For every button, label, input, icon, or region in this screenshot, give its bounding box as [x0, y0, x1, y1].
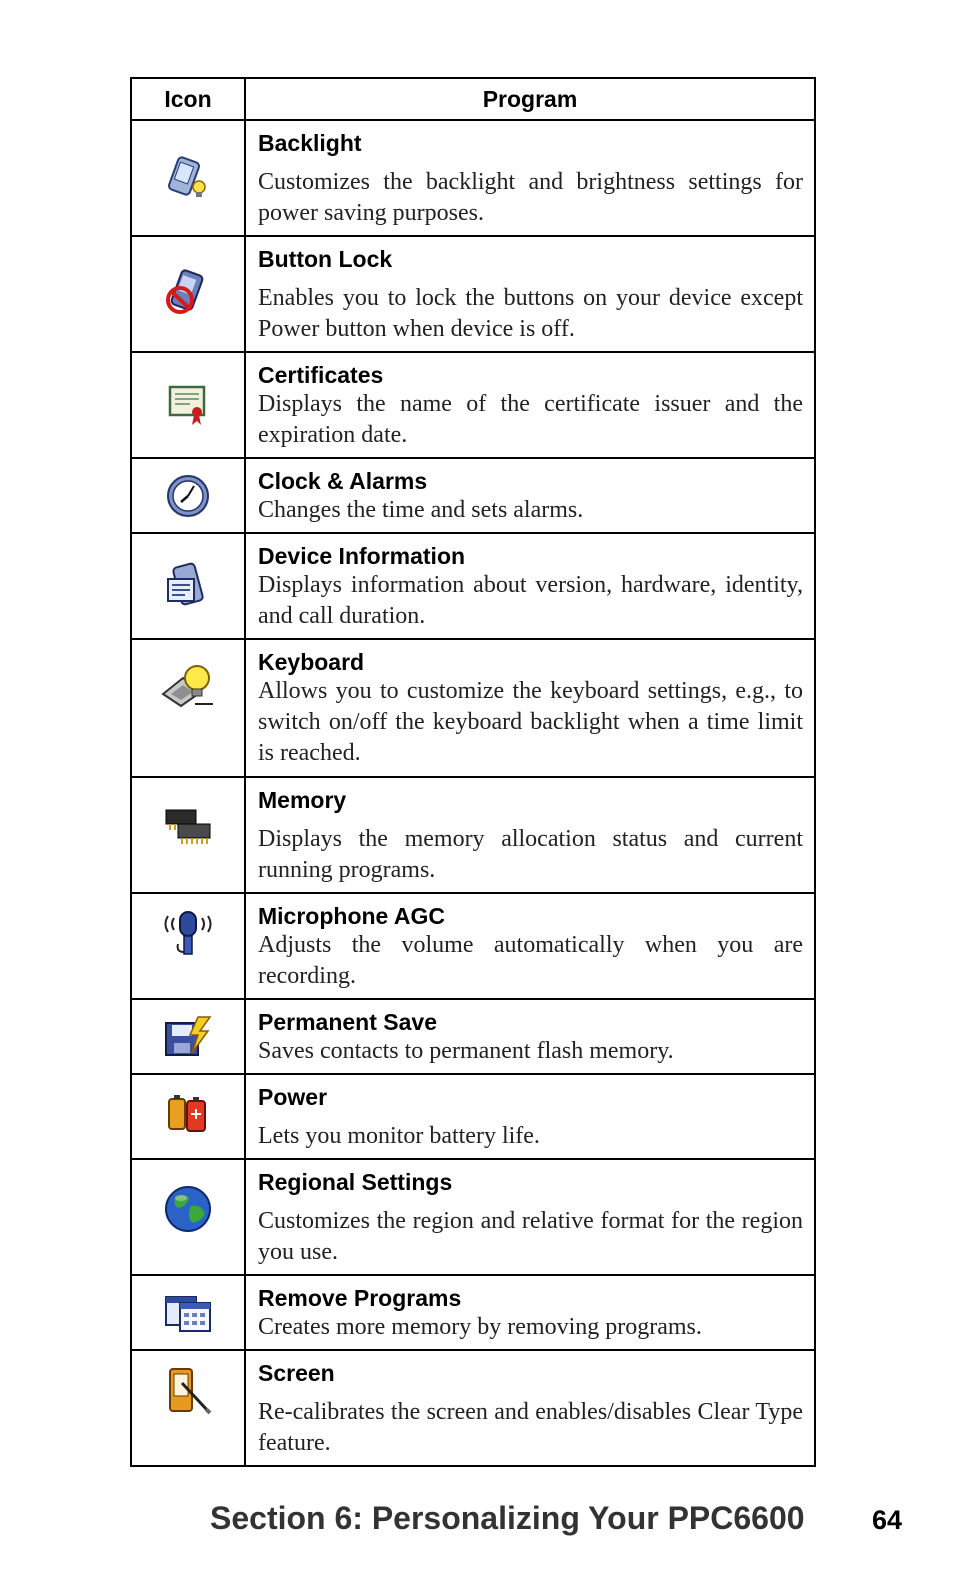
- program-name: Backlight: [258, 130, 362, 156]
- memory-icon: [162, 804, 214, 848]
- page-number: 64: [872, 1505, 903, 1535]
- program-description: Allows you to customize the keyboard settings, e.g., to switch on/off the keyboard backlight when a time limit is reached.: [258, 678, 803, 766]
- microphone-icon: [162, 908, 214, 960]
- program-name: Memory: [258, 787, 347, 813]
- program-name: Screen: [258, 1360, 335, 1386]
- program-description: Saves contacts to permanent flash memory.: [258, 1038, 674, 1064]
- program-name: Regional Settings: [258, 1169, 453, 1195]
- program-name: Certificates: [258, 362, 384, 388]
- program-name: Clock & Alarms: [258, 468, 428, 494]
- program-description: Customizes the backlight and brightness settings for power saving purposes.: [258, 169, 803, 226]
- program-name: Microphone AGC: [258, 903, 445, 929]
- table-row: [131, 999, 815, 1074]
- program-description: Displays the memory allocation status and current running programs.: [258, 826, 803, 883]
- table-row: [131, 777, 815, 893]
- certificates-icon: [164, 381, 212, 429]
- program-description: Displays the name of the certificate issuer and the expiration date.: [258, 391, 803, 448]
- backlight-icon: [163, 153, 213, 203]
- globe-icon: [163, 1184, 213, 1234]
- table-row: [131, 639, 815, 777]
- program-name: Remove Programs: [258, 1285, 462, 1311]
- program-description: Enables you to lock the buttons on your device except Power button when device is off.: [258, 285, 803, 342]
- program-description: Changes the time and sets alarms.: [258, 497, 584, 523]
- keyboard-icon: [161, 660, 215, 710]
- program-description: Adjusts the volume automatically when you are recording.: [258, 932, 803, 989]
- program-description: Creates more memory by removing programs.: [258, 1314, 702, 1340]
- device-information-icon: [163, 561, 213, 611]
- table-row: [131, 893, 815, 999]
- table-row: [131, 533, 815, 639]
- program-description: Displays information about version, hardware, identity, and call duration.: [258, 572, 803, 629]
- table-row: [131, 1350, 815, 1466]
- table-row: [131, 120, 815, 236]
- program-name: Button Lock: [258, 246, 393, 272]
- icon-column-header: Icon: [131, 78, 245, 120]
- program-description: Customizes the region and relative format for the region you use.: [258, 1208, 803, 1265]
- table-row: [131, 236, 815, 352]
- permanent-save-icon: [162, 1013, 214, 1061]
- program-name: Device Information: [258, 543, 466, 569]
- section-title: Section 6: Personalizing Your PPC6600: [210, 1500, 805, 1536]
- power-icon: [165, 1091, 211, 1135]
- table-row: [131, 1275, 815, 1350]
- program-name: Power: [258, 1084, 328, 1110]
- button-lock-icon: [162, 268, 214, 320]
- program-name: Keyboard: [258, 649, 365, 675]
- clock-icon: [164, 472, 212, 520]
- program-description: Re-calibrates the screen and enables/disables Clear Type feature.: [258, 1399, 803, 1456]
- table-row: [131, 1159, 815, 1275]
- table-header-row: [131, 78, 815, 120]
- program-name: Permanent Save: [258, 1009, 437, 1035]
- screen-icon: [162, 1365, 214, 1419]
- programs-table: [130, 77, 816, 1467]
- program-column-header: Program: [245, 78, 815, 120]
- table-row: [131, 1074, 815, 1159]
- table-row: [131, 458, 815, 533]
- program-description: Lets you monitor battery life.: [258, 1123, 540, 1149]
- table-row: [131, 352, 815, 458]
- remove-programs-icon: [162, 1291, 214, 1335]
